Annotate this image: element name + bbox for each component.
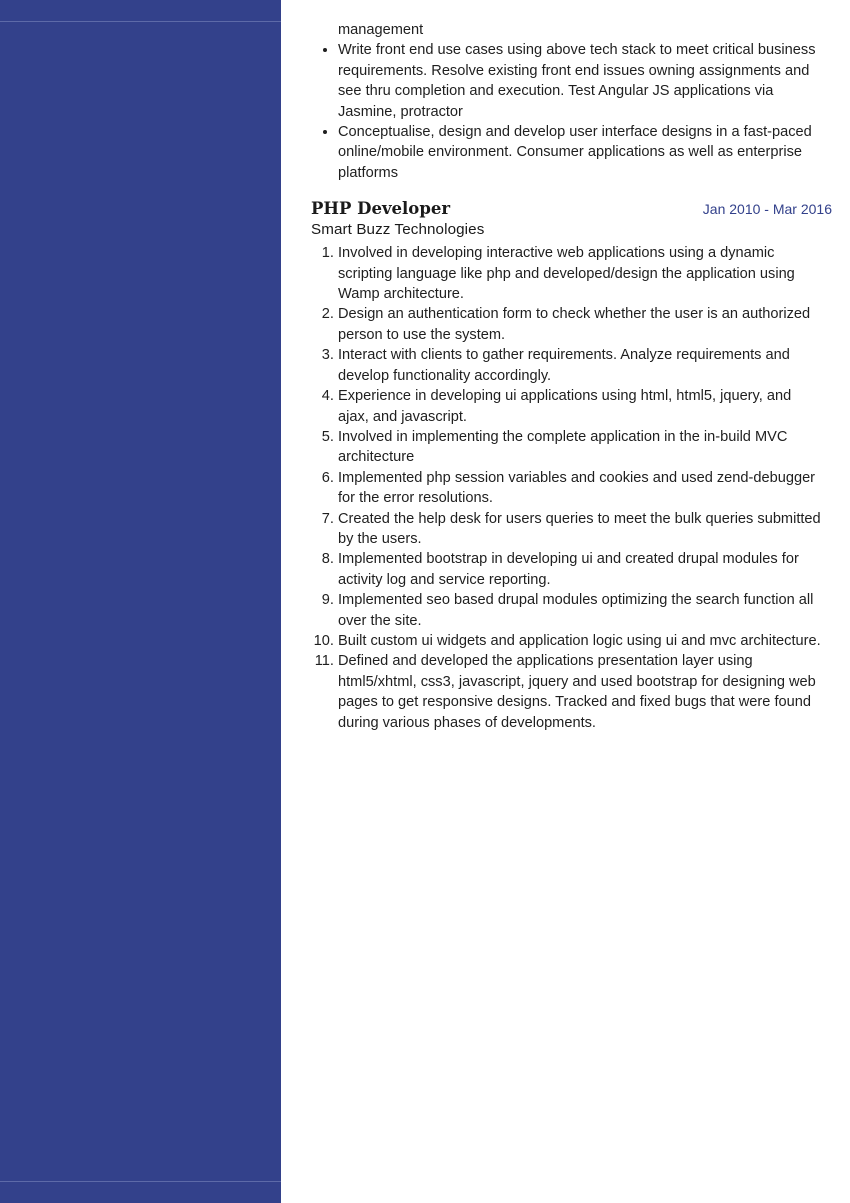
list-item: 6. Implemented php session variables and cookies and used zend-debugger for the error resolutions. [338, 468, 823, 509]
php-job-responsibilities [311, 243, 823, 733]
company-name: Smart Buzz Technologies [311, 221, 485, 239]
list-item: 4. Experience in developing ui applications using html, html5, jquery, and ajax, and javascript. [338, 386, 823, 427]
php-developer-section [311, 198, 832, 733]
list-item: 3. Interact with clients to gather requirements. Analyze requirements and develop functionality accordingly. [338, 345, 823, 386]
list-item: 9. Implemented seo based drupal modules optimizing the search function all over the site. [338, 590, 823, 631]
previous-job-section [311, 20, 823, 183]
list-item: 8. Implemented bootstrap in developing ui and created drupal modules for activity log and service reporting. [338, 549, 823, 590]
list-item: 1. Involved in developing interactive web applications using a dynamic scripting language like php and developed/design the application using Wamp architecture. [338, 243, 823, 304]
sidebar-divider-top [0, 21, 281, 22]
job-dates: Jan 2010 - Mar 2016 [702, 201, 832, 218]
list-item: 10. Built custom ui widgets and application logic using ui and mvc architecture. [338, 631, 823, 651]
previous-job-bullets [311, 40, 823, 183]
sidebar-divider-bottom [0, 1181, 281, 1182]
job-title: PHP Developer [311, 199, 451, 219]
list-item: 11. Defined and developed the applications presentation layer using html5/xhtml, css3, javascript, jquery and used bootstrap for designing web pages to get responsive designs. Tracked and fixed bugs that were found during various phases of developments. [338, 651, 823, 733]
resume-main-column [311, 20, 832, 733]
continued-bullet-text: management [338, 22, 424, 38]
job-header [311, 198, 832, 220]
sidebar-panel [0, 0, 281, 1203]
list-item: 2. Design an authentication form to check whether the user is an authorized person to use the system. [338, 304, 823, 345]
list-item: 7. Created the help desk for users queries to meet the bulk queries submitted by the users. [338, 509, 823, 550]
list-item: • Conceptualise, design and develop user interface designs in a fast-paced online/mobile environment. Consumer applications as well as enterprise platforms [338, 122, 823, 183]
list-item: 5. Involved in implementing the complete application in the in-build MVC architecture [338, 427, 823, 468]
list-item: • Write front end use cases using above tech stack to meet critical business requirements. Resolve existing front end issues owning assignments and see thru completion and execution. Test Angular JS applications via Jasmine, protractor [338, 40, 823, 122]
